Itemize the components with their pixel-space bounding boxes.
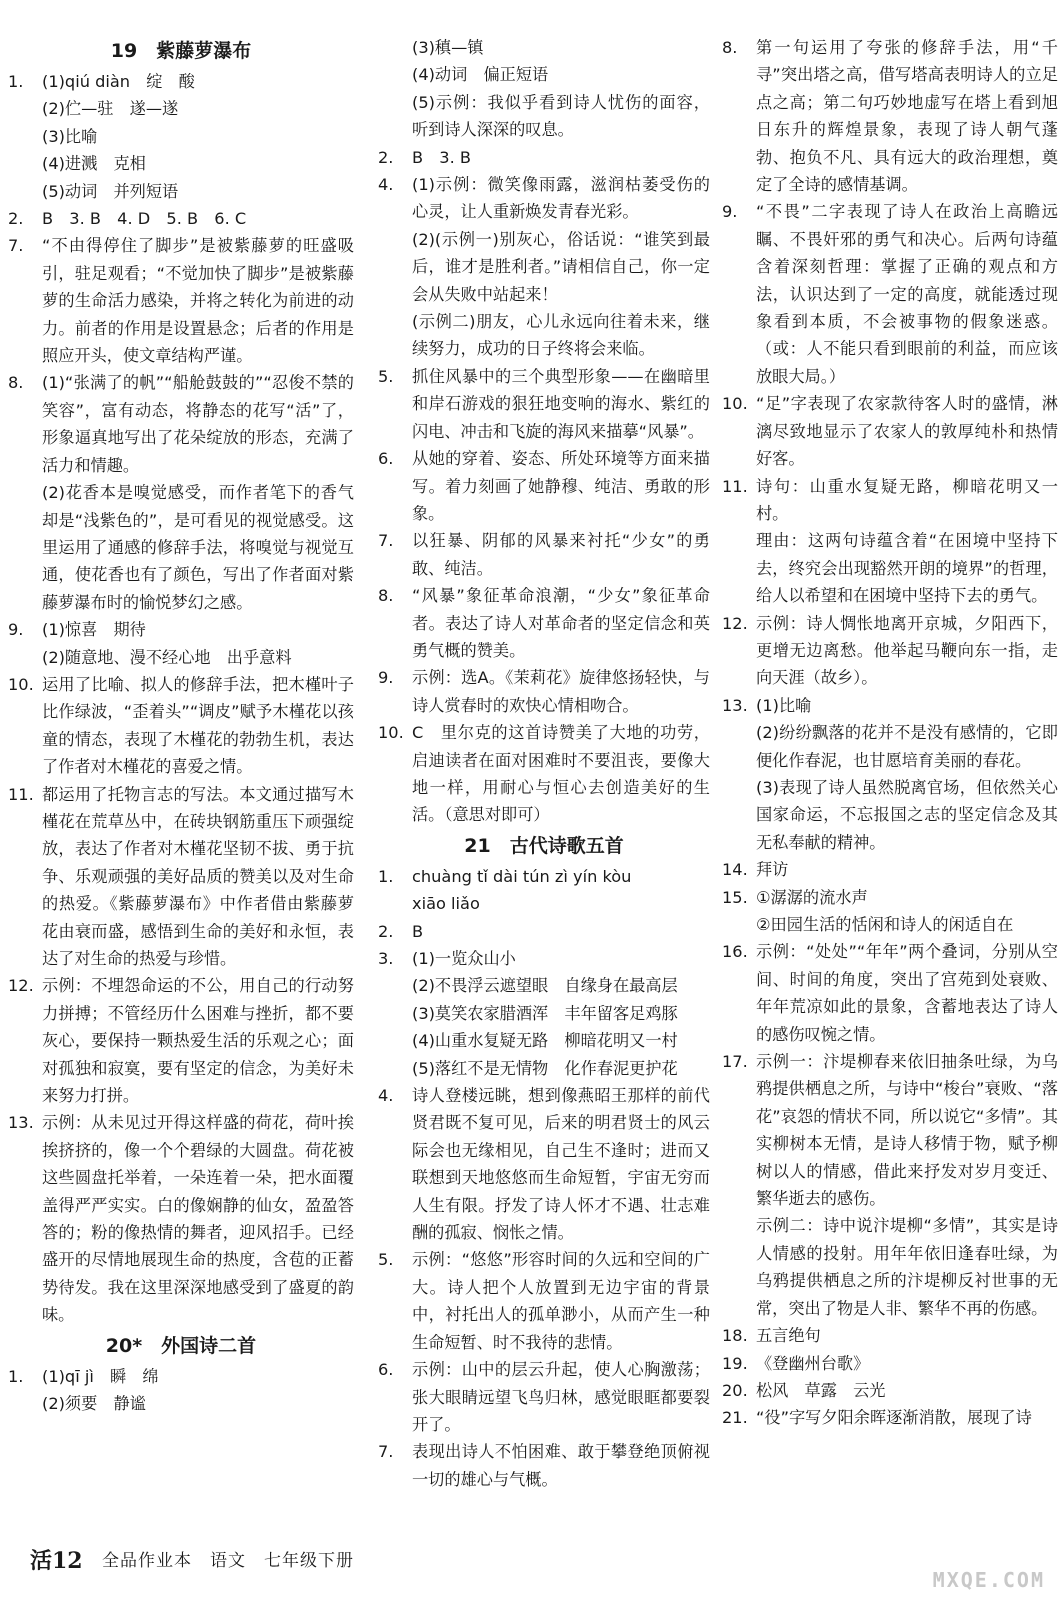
answer-item <box>722 1377 1058 1404</box>
item-number: 17. <box>722 1052 748 1072</box>
answer-line: (2)不畏浮云遮望眼 自缘身在最高层 <box>412 976 678 996</box>
answer-line: 示例：选A。《茉莉花》旋律悠扬轻快，与诗人赏春时的欢快心情相吻合。 <box>412 668 710 715</box>
answer-line: 表现出诗人不怕困难、敢于攀登绝顶俯视一切的雄心与气概。 <box>412 1442 710 1489</box>
answer-item <box>722 1350 1058 1377</box>
item-number: 10. <box>378 723 404 743</box>
item-number: 3. <box>378 949 394 968</box>
column-middle <box>378 34 710 1493</box>
column-left <box>8 34 354 1418</box>
answer-line: 松风 草露 云光 <box>756 1380 886 1400</box>
answer-line: (3)莫笑农家腊酒浑 丰年留客足鸡豚 <box>412 1003 678 1023</box>
item-number: 11. <box>8 784 34 804</box>
answer-item <box>722 938 1058 1048</box>
item-body <box>42 671 354 781</box>
answer-line: 诗句：山重水复疑无路，柳暗花明又一村。 <box>756 476 1058 523</box>
answer-line: ①潺潺的流水声 <box>756 887 868 907</box>
answer-item <box>722 390 1058 472</box>
item-body <box>42 205 354 232</box>
answer-item <box>378 1438 710 1493</box>
answer-line: 示例：“悠悠”形容时间的久远和空间的广大。诗人把个人放置到无边宇宙的背景中，衬托出人的孤单渺小，从而产生一种生命短暂、时不我待的悲情。 <box>412 1250 710 1352</box>
item-body <box>42 369 354 616</box>
answer-item <box>722 692 1058 856</box>
book-title: 全品作业本 语文 七年级下册 <box>102 1551 354 1571</box>
answer-line: (1)qī jì 瞬 绵 <box>42 1366 159 1386</box>
item-number: 5. <box>378 366 394 386</box>
answer-line: 诗人登楼远眺，想到像燕昭王那样的前代贤君既不复可见，后来的明君贤士的风云际会也无缘相见，自己生不逢时；进而又联想到天地悠悠而生命短暂，宇宙无穷而人生有限。抒发了诗人怀才不遇、壮志难酬的孤寂、悯怅之情。 <box>412 1086 710 1243</box>
item-number: 10. <box>722 394 748 414</box>
item-number: 9. <box>378 668 394 688</box>
answer-item <box>378 945 710 1082</box>
item-number: 10. <box>8 674 34 694</box>
answer-line: (1)比喻 <box>756 695 812 715</box>
item-body <box>756 473 1058 610</box>
answer-item <box>378 34 710 144</box>
answer-item <box>8 232 354 369</box>
item-number: 18. <box>722 1326 748 1346</box>
answer-line: “不畏”二字表现了诗人在政治上高瞻远瞩、不畏奸邪的勇气和决心。后两句诗蕴含着深刻哲理：掌握了正确的观点和方法，认识达到了一定的高度，就能透过现象看到本质，不会被事物的假象迷惑。（或：人不能只看到眼前的利益，而应该放眼大局。） <box>756 202 1058 386</box>
item-body <box>412 363 710 445</box>
answer-line: “不由得停住了脚步”是被紫藤萝的旺盛吸引，驻足观看；“不觉加快了脚步”是被紫藤萝的生命活力感染，并将之转化为前进的动力。前者的作用是设置悬念；后者的作用是照应开头，使文章结构严谨。 <box>42 236 354 366</box>
answer-line: (2)纷纷飘落的花并不是没有感情的，它即便化作春泥，也甘愿培育美丽的春花。 <box>756 723 1058 770</box>
item-body <box>756 1350 1058 1377</box>
item-body <box>756 1048 1058 1322</box>
answer-line: 示例：山中的层云升起，使人心胸激荡；张大眼睛远望飞鸟归林，感觉眼眶都要裂开了。 <box>412 1360 710 1434</box>
answer-line: 示例：不埋怨命运的不公，用自己的行动努力拼搏；不管经历什么困难与挫折，都不要灰心，要保持一颗热爱生活的乐观之心；面对孤独和寂寞，要有坚定的信念，为美好未来努力打拼。 <box>42 976 354 1106</box>
answer-item <box>8 205 354 232</box>
item-body <box>412 582 710 664</box>
answer-line: 第一句运用了夸张的修辞手法，用“千寻”突出塔之高，借写塔高表明诗人的立足点之高；第二句巧妙地虚写在塔上看到旭日东升的辉煌景象，表现了诗人朝气蓬勃、抱负不凡、具有远大的政治理想，奠定了全诗的感情基调。 <box>756 38 1058 195</box>
item-body <box>412 1246 710 1356</box>
item-number: 8. <box>8 373 24 393</box>
answer-item <box>378 171 710 363</box>
answer-item <box>8 369 354 616</box>
item-body <box>756 390 1058 472</box>
item-body <box>412 144 710 171</box>
item-body <box>756 856 1058 883</box>
item-number: 15. <box>722 887 748 907</box>
answer-line: 示例：诗人惆怅地离开京城，夕阳西下，更增无边离愁。他举起马鞭向东一指，走向天涯（故乡）。 <box>756 613 1058 688</box>
item-body <box>756 198 1058 390</box>
answer-line: C 里尔克的这首诗赞美了大地的功劳，启迪读者在面对困难时不要沮丧，要像大地一样，用耐心与恒心去创造美好的生活。（意思对即可） <box>412 723 710 825</box>
item-body <box>42 1109 354 1328</box>
answer-item <box>722 473 1058 610</box>
item-number: 9. <box>8 620 24 640</box>
answer-line: (1)qiú diàn 绽 酸 <box>42 72 195 91</box>
answer-line: (4)动词 偏正短语 <box>412 65 549 85</box>
item-body <box>42 68 354 205</box>
answer-line: ②田园生活的恬闲和诗人的闲适自在 <box>756 915 1014 934</box>
item-body <box>756 1377 1058 1404</box>
item-body <box>412 527 710 582</box>
answer-item <box>722 198 1058 390</box>
answer-item <box>378 363 710 445</box>
answer-line: 《登幽州台歌》 <box>756 1353 870 1373</box>
item-body <box>412 1438 710 1493</box>
page-footer <box>0 1544 1063 1578</box>
answer-line: (1)一览众山小 <box>412 949 516 968</box>
answer-item <box>8 68 354 205</box>
item-body <box>412 171 710 363</box>
item-number <box>378 34 412 144</box>
answer-line: (3)稹—镇 <box>412 38 484 57</box>
answer-line: 五言绝句 <box>756 1326 821 1346</box>
item-number: 13. <box>8 1113 34 1133</box>
item-number: 16. <box>722 942 748 962</box>
item-body <box>412 863 710 918</box>
answer-line: (2)花香本是嗅觉感受，而作者笔下的香气却是“浅紫色的”，是可看见的视觉感受。这里运用了通感的修辞手法，将嗅觉与视觉互通，使花香也有了颜色，写出了作者面对紫藤萝瀑布时的愉悦梦幻之感。 <box>42 483 354 612</box>
answer-item <box>722 884 1058 939</box>
answer-item <box>378 1082 710 1246</box>
item-number: 1. <box>8 1366 24 1386</box>
item-number: 19. <box>722 1353 748 1373</box>
item-body <box>756 692 1058 856</box>
item-body <box>412 945 710 1082</box>
answer-line: (示例二)朋友，心儿永远向往着未来，继续努力，成功的日子终将会来临。 <box>412 312 710 359</box>
answer-item <box>8 781 354 973</box>
item-body <box>42 232 354 369</box>
answer-line: 以狂暴、阴郁的风暴来衬托“少女”的勇敢、纯洁。 <box>412 531 710 578</box>
answer-line: 都运用了托物言志的写法。本文通过描写木槿花在荒草丛中，在砖块钢筋重压下顽强绽放，表达了作者对木槿花坚韧不拔、勇于抗争、乐观顽强的美好品质的赞美以及对生命的热爱。《紫藤萝瀑布》中作者借由紫藤萝花由衰而盛，感悟到生命的美好和永恒，表达了对生命的热爱与珍惜。 <box>42 784 354 968</box>
item-number: 21. <box>722 1408 748 1428</box>
answer-line: (4)进溅 克相 <box>42 154 146 174</box>
item-number: 8. <box>378 586 394 606</box>
answer-line: (3)表现了诗人虽然脱离官场，但依然关心国家命运，不忘报国之志的坚定信念及其无私奉献的精神。 <box>756 777 1058 852</box>
answer-line: (4)山重水复疑无路 柳暗花明又一村 <box>412 1031 678 1051</box>
item-body <box>42 1363 354 1418</box>
answer-item <box>378 664 710 719</box>
answer-line: 理由：这两句诗蕴含着“在困境中坚持下去，终究会出现豁然开朗的境界”的哲理，给人以希望和在困境中坚持下去的勇气。 <box>756 531 1058 606</box>
answer-item <box>722 856 1058 883</box>
answer-line: 从她的穿着、姿态、所处环境等方面来描写。着力刻画了她静穆、纯洁、勇敢的形象。 <box>412 449 710 523</box>
answer-line: (2)须要 静谧 <box>42 1394 146 1414</box>
item-body <box>412 34 710 144</box>
section-title: 19 紫藤萝瀑布 <box>110 40 252 62</box>
item-body <box>412 664 710 719</box>
answer-item <box>8 972 354 1109</box>
page-number: 活12 <box>30 1548 83 1574</box>
answer-line: “役”字写夕阳余晖逐渐消散，展现了诗 <box>756 1408 1032 1428</box>
answer-item <box>378 144 710 171</box>
item-body <box>412 445 710 527</box>
answer-item <box>722 34 1058 198</box>
answer-line: (3)比喻 <box>42 126 98 146</box>
answer-line: (2)(示例一)别灰心，俗话说：“谁笑到最后，谁才是胜利者。”请相信自己，你一定会从失败中站起来！ <box>412 229 710 304</box>
answer-line: chuàng tǐ dài tún zì yín kòu <box>412 866 632 886</box>
item-number: 1. <box>378 866 394 886</box>
item-body <box>412 918 710 945</box>
answer-item <box>722 1404 1058 1431</box>
answer-line: 示例：从未见过开得这样盛的荷花，荷叶挨挨挤挤的，像一个个碧绿的大圆盘。荷花被这些圆盘托举着，一朵连着一朵，把水面覆盖得严严实实。白的像娴静的仙女，盈盈答答的；粉的像热情的舞者，迎风招手。已经盛开的尽情地展现生命的热度，含苞的正蓄势待发。我在这里深深地感受到了盛夏的韵味。 <box>42 1113 354 1325</box>
item-body <box>756 1322 1058 1349</box>
answer-line: 运用了比喻、拟人的修辞手法，把木槿叶子比作绿波，“歪着头”“调皮”赋予木槿花以孩童的情态，表现了木槿花的勃勃生机，表达了作者对木槿花的喜爱之情。 <box>42 674 354 777</box>
item-body <box>756 938 1058 1048</box>
answer-line: B 3. B <box>412 147 471 167</box>
item-number: 8. <box>722 38 738 57</box>
item-number: 12. <box>722 613 748 633</box>
item-number: 4. <box>378 1086 394 1106</box>
answer-line: 抓住风暴中的三个典型形象——在幽暗里和岸石游戏的狠狂地变响的海水、紫红的闪电、冲击和飞旋的海风来描摹“风暴”。 <box>412 366 710 441</box>
item-number: 11. <box>722 476 748 496</box>
answer-item <box>8 1363 354 1418</box>
answer-line: 示例二：诗中说汴堤柳“多情”，其实是诗人情感的投射。用年年依旧逢春吐绿，为乌鸦提供栖息之所的汴堤柳反衬世事的无常，突出了物是人非、繁华不再的伤感。 <box>756 1216 1058 1318</box>
answer-item <box>378 918 710 945</box>
item-number: 5. <box>378 1250 394 1270</box>
item-number: 2. <box>8 209 24 229</box>
item-number: 2. <box>378 147 394 167</box>
answer-line: B 3. B 4. D 5. B 6. C <box>42 209 247 229</box>
answer-line: B <box>412 921 424 941</box>
item-body <box>756 884 1058 939</box>
answer-item <box>8 1109 354 1328</box>
answer-line: (2)伫—驻 遂—遂 <box>42 99 179 119</box>
answer-item <box>378 1246 710 1356</box>
answer-line: 拜访 <box>756 860 789 880</box>
item-body <box>756 610 1058 692</box>
answer-line: (1)示例：微笑像雨露，滋润枯萎受伤的心灵，让人重新焕发青春光彩。 <box>412 175 710 222</box>
answer-line: (5)示例：我似乎看到诗人忧伤的面容，听到诗人深深的叹息。 <box>412 92 710 140</box>
answer-item <box>722 1322 1058 1349</box>
answer-item <box>378 582 710 664</box>
item-body <box>412 1082 710 1246</box>
item-number: 20. <box>722 1380 748 1400</box>
item-number: 4. <box>378 175 394 195</box>
answer-line: (2)随意地、漫不经心地 出乎意料 <box>42 647 292 667</box>
item-body <box>42 972 354 1109</box>
answer-line: (5)动词 并列短语 <box>42 181 179 201</box>
section-title: 21 古代诗歌五首 <box>464 834 624 857</box>
answer-item <box>722 1048 1058 1322</box>
item-number: 12. <box>8 976 34 996</box>
answer-line: “足”字表现了农家款待客人时的盛情，淋漓尽致地显示了农家人的敦厚纯朴和热情好客。 <box>756 394 1058 469</box>
section-title: 20* 外国诗二首 <box>105 1334 257 1357</box>
item-body <box>412 719 710 829</box>
item-number: 7. <box>378 531 394 551</box>
item-number: 1. <box>8 72 24 91</box>
answer-item <box>378 1356 710 1438</box>
answer-item <box>8 671 354 781</box>
answer-item <box>378 719 710 829</box>
answer-line: 示例：“处处”“年年”两个叠词，分别从空间、时间的角度，突出了宫苑到处衰败、年年荒凉如此的景象，含蓄地表达了诗人的感伤叹惋之情。 <box>756 942 1058 1044</box>
column-right <box>722 34 1058 1432</box>
item-number: 14. <box>722 860 748 880</box>
watermark: MXQE.COM <box>932 1568 1045 1592</box>
item-number: 6. <box>378 449 394 469</box>
item-body <box>42 781 354 973</box>
answer-line: 示例一：汴堤柳春来依旧抽条吐绿，为乌鸦提供栖息之所，与诗中“梭台”衰败、“落花”哀怨的情状不同，所以说它“多情”。其实柳树本无情，是诗人移情于物，赋予柳树以人的情感，借此来抒发对岁月变迁、繁华逝去的感伤。 <box>756 1052 1058 1209</box>
item-number: 7. <box>378 1442 394 1462</box>
answer-line: (5)落红不是无情物 化作春泥更护花 <box>412 1058 678 1078</box>
answer-item <box>378 863 710 918</box>
item-body <box>412 1356 710 1438</box>
answer-item <box>378 527 710 582</box>
item-number: 2. <box>378 921 394 941</box>
answer-line: (1)惊喜 期待 <box>42 620 146 640</box>
item-number: 9. <box>722 202 738 222</box>
item-body <box>756 34 1058 198</box>
answer-item <box>722 610 1058 692</box>
answer-item <box>378 445 710 527</box>
item-number: 6. <box>378 1360 394 1380</box>
item-body <box>42 616 354 671</box>
answer-line: xiāo liǎo <box>412 894 480 914</box>
answer-line: (1)“张满了的帆”“船舱鼓鼓的”“忍俊不禁的笑容”，富有动态，将静态的花写“活”了，形象逼真地写出了花朵绽放的形态，充满了活力和情趣。 <box>42 373 354 475</box>
item-number: 13. <box>722 695 748 715</box>
answer-item <box>8 616 354 671</box>
item-body <box>756 1404 1058 1431</box>
item-number: 7. <box>8 236 24 256</box>
answer-line: “风暴”象征革命浪潮，“少女”象征革命者。表达了诗人对革命者的坚定信念和英勇气概的赞美。 <box>412 586 710 660</box>
